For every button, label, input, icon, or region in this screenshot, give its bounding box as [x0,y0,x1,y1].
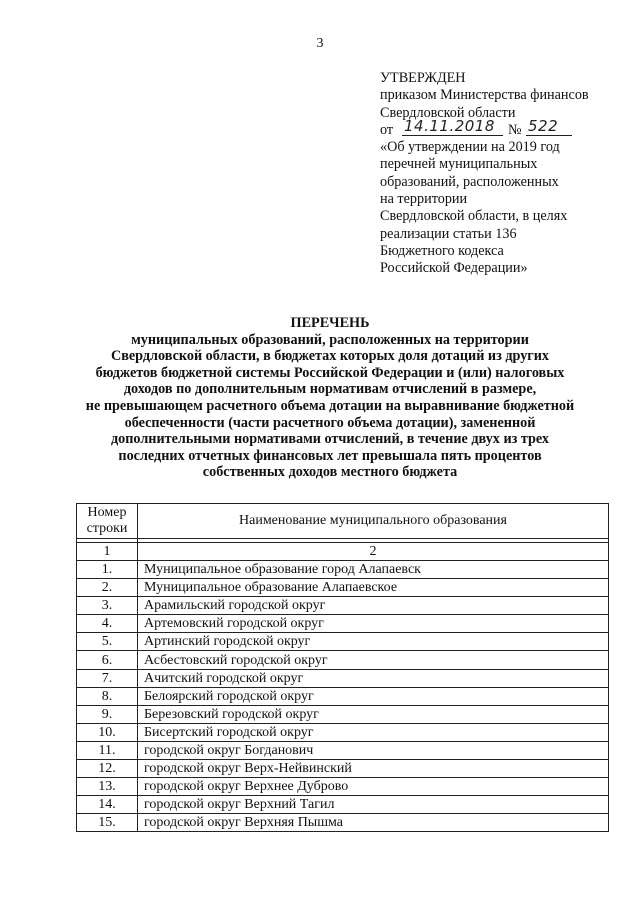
table-row [77,687,609,705]
municipality-name: городской округ Богданович [138,741,609,759]
row-number: 2. [77,579,138,597]
from-label: от [380,121,394,138]
table-row [77,669,609,687]
row-number: 10. [77,723,138,741]
title-line-8: последних отчетных финансовых лет превышала пять процентов [118,447,542,464]
table-row [77,814,609,832]
table-row [77,561,609,579]
row-number: 13. [77,778,138,796]
number-label: № [508,121,522,138]
row-number: 6. [77,651,138,669]
col-index-1: 1 [77,543,138,561]
title-line-5: не превышающем расчетного объема дотации на выравнивание бюджетной [85,397,575,414]
municipality-name: городской округ Верхний Тагил [138,796,609,814]
row-number: 5. [77,633,138,651]
table-row [77,633,609,651]
title-line-3: бюджетов бюджетной системы Российской Федерации и (или) налоговых [95,364,565,381]
table-row [77,651,609,669]
row-number: 12. [77,760,138,778]
municipalities-table [76,503,609,832]
table-header-row [77,504,609,539]
approval-subject-6: реализации статьи 136 [380,225,517,242]
header-municipality-name: Наименование муниципального образования [138,504,609,539]
approval-subject-7: Бюджетного кодекса [380,242,504,259]
municipality-name: городской округ Верхнее Дуброво [138,778,609,796]
row-number: 9. [77,705,138,723]
municipality-name: Белоярский городской округ [138,687,609,705]
municipality-name: городской округ Верхняя Пышма [138,814,609,832]
row-number: 8. [77,687,138,705]
title-line-2: Свердловской области, в бюджетах которых доля дотаций из других [110,348,550,365]
title-heading: ПЕРЕЧЕНЬ [290,315,370,331]
row-number: 3. [77,597,138,615]
table-index-row [77,543,609,561]
approval-block [380,70,630,278]
table-row [77,760,609,778]
municipality-name: Арамильский городской округ [138,597,609,615]
document-title [60,315,600,481]
approval-date-line [380,116,630,139]
header-num-line-1: Номер [87,505,127,520]
handwritten-number: 522 [526,118,572,136]
header-row-number [77,504,138,539]
handwritten-date: 14.11.2018 [402,118,503,136]
table-row [77,741,609,759]
title-line-1: муниципальных образований, расположенных на территории [131,331,529,348]
approval-subject-2: перечней муниципальных [380,156,538,173]
municipality-name: Муниципальное образование Алапаевское [138,579,609,597]
approval-subject-3: образований, расположенных [380,173,559,190]
col-index-2: 2 [138,543,609,561]
row-number: 14. [77,796,138,814]
municipality-name: Бисертский городской округ [138,723,609,741]
municipality-name: Артинский городской округ [138,633,609,651]
row-number: 15. [77,814,138,832]
approval-region-line: Свердловской области [380,104,516,121]
municipality-name: Муниципальное образование город Алапаевск [138,561,609,579]
row-number: 1. [77,561,138,579]
municipality-name: городской округ Верх-Нейвинский [138,760,609,778]
title-line-4: доходов по дополнительным нормативам отчислений в размере, [123,381,537,398]
row-number: 11. [77,741,138,759]
page-number: 3 [316,36,324,51]
approval-order-line: приказом Министерства финансов [380,87,589,104]
municipality-name: Артемовский городской округ [138,615,609,633]
approval-subject-4: на территории [380,191,468,208]
row-number: 4. [77,615,138,633]
title-line-9: собственных доходов местного бюджета [202,464,458,481]
table-row [77,723,609,741]
table-row [77,705,609,723]
table-row [77,579,609,597]
municipality-name: Ачитский городской округ [138,669,609,687]
title-line-7: дополнительными нормативами отчислений, в течение двух из трех [110,431,550,448]
table-body [77,539,609,832]
approval-subject-1: «Об утверждении на 2019 год [380,139,560,156]
table-row [77,778,609,796]
table-row [77,615,609,633]
municipality-name: Березовский городской округ [138,705,609,723]
table-row [77,597,609,615]
municipality-name: Асбестовский городской округ [138,651,609,669]
approval-subject-5: Свердловской области, в целях [380,208,568,225]
title-line-6: обеспеченности (части расчетного объема дотации), замененной [124,414,536,431]
row-number: 7. [77,669,138,687]
approval-subject-8: Российской Федерации» [380,260,528,277]
table-row [77,796,609,814]
header-num-line-2: строки [86,521,128,536]
approval-heading: УТВЕРЖДЕН [380,70,466,86]
